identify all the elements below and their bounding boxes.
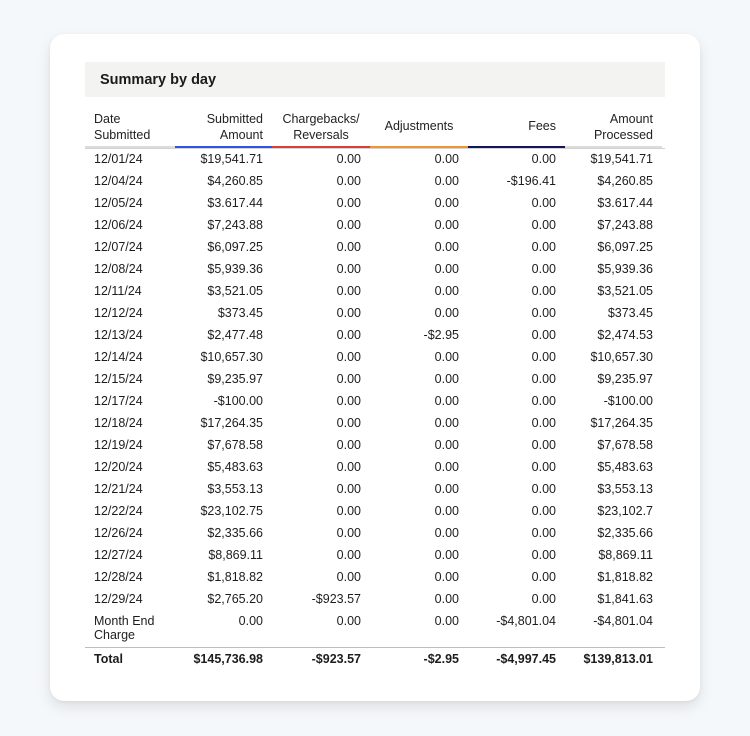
cell-adjustments: 0.00 <box>434 614 459 628</box>
cell-adjustments: 0.00 <box>434 482 459 496</box>
cell-chargebacks-reversals: 0.00 <box>336 262 361 276</box>
total-amount-processed: $139,813.01 <box>583 652 653 666</box>
cell-chargebacks-reversals: 0.00 <box>336 394 361 408</box>
cell-amount-processed: $17,264.35 <box>590 416 653 430</box>
cell-adjustments: 0.00 <box>434 372 459 386</box>
cell-chargebacks-reversals: 0.00 <box>336 482 361 496</box>
cell-amount-processed: $6,097.25 <box>597 240 653 254</box>
cell-adjustments: 0.00 <box>434 350 459 364</box>
cell-amount-processed: $19,541.71 <box>590 152 653 166</box>
table-row <box>85 215 665 237</box>
cell-submitted-amount: $7,243.88 <box>207 218 263 232</box>
cell-date-submitted: 12/17/24 <box>94 394 143 408</box>
table-row <box>85 567 665 589</box>
cell-chargebacks-reversals: 0.00 <box>336 306 361 320</box>
cell-adjustments: 0.00 <box>434 438 459 452</box>
cell-fees: 0.00 <box>531 526 556 540</box>
cell-amount-processed: $1,818.82 <box>597 570 653 584</box>
table-row <box>85 457 665 479</box>
cell-submitted-amount: $7,678.58 <box>207 438 263 452</box>
cell-adjustments: 0.00 <box>434 592 459 606</box>
cell-fees: 0.00 <box>531 240 556 254</box>
cell-submitted-amount: 0.00 <box>238 614 263 628</box>
cell-fees: -$4,801.04 <box>496 614 556 628</box>
cell-amount-processed: $4,260.85 <box>597 174 653 188</box>
cell-date-submitted: 12/20/24 <box>94 460 143 474</box>
cell-submitted-amount: -$100.00 <box>213 394 263 408</box>
cell-submitted-amount: $3.617.44 <box>207 196 263 210</box>
header-chargebacks-reversals: Chargebacks/ Reversals <box>272 105 370 148</box>
table-row <box>85 347 665 369</box>
cell-adjustments: 0.00 <box>434 174 459 188</box>
cell-fees: 0.00 <box>531 592 556 606</box>
cell-adjustments: 0.00 <box>434 526 459 540</box>
cell-amount-processed: $3.617.44 <box>597 196 653 210</box>
cell-date-submitted: 12/21/24 <box>94 482 143 496</box>
cell-adjustments: -$2.95 <box>423 328 459 342</box>
cell-submitted-amount: $3,521.05 <box>207 284 263 298</box>
total-adjustments: -$2.95 <box>423 652 459 666</box>
cell-date-submitted: 12/14/24 <box>94 350 143 364</box>
table-row <box>85 589 665 611</box>
cell-chargebacks-reversals: 0.00 <box>336 350 361 364</box>
table-row <box>85 501 665 523</box>
cell-date-submitted: 12/22/24 <box>94 504 143 518</box>
cell-fees: 0.00 <box>531 306 556 320</box>
cell-submitted-amount: $4,260.85 <box>207 174 263 188</box>
cell-adjustments: 0.00 <box>434 218 459 232</box>
table-row <box>85 479 665 501</box>
cell-adjustments: 0.00 <box>434 240 459 254</box>
table-row <box>85 259 665 281</box>
table-row <box>85 171 665 193</box>
cell-chargebacks-reversals: 0.00 <box>336 570 361 584</box>
panel-header <box>85 62 665 97</box>
cell-date-submitted: 12/05/24 <box>94 196 143 210</box>
cell-adjustments: 0.00 <box>434 504 459 518</box>
cell-fees: -$196.41 <box>506 174 556 188</box>
cell-amount-processed: $3,553.13 <box>597 482 653 496</box>
cell-adjustments: 0.00 <box>434 570 459 584</box>
cell-submitted-amount: $2,765.20 <box>207 592 263 606</box>
cell-fees: 0.00 <box>531 504 556 518</box>
cell-date-submitted: 12/27/24 <box>94 548 143 562</box>
cell-fees: 0.00 <box>531 482 556 496</box>
table-row <box>85 413 665 435</box>
cell-date-submitted: 12/18/24 <box>94 416 143 430</box>
cell-chargebacks-reversals: 0.00 <box>336 614 361 628</box>
table-row <box>85 281 665 303</box>
summary-table <box>85 105 665 672</box>
cell-submitted-amount: $2,335.66 <box>207 526 263 540</box>
cell-submitted-amount: $5,483.63 <box>207 460 263 474</box>
cell-amount-processed: $2,335.66 <box>597 526 653 540</box>
cell-submitted-amount: $9,235.97 <box>207 372 263 386</box>
cell-fees: 0.00 <box>531 218 556 232</box>
cell-date-submitted: 12/12/24 <box>94 306 143 320</box>
table-row <box>85 545 665 567</box>
cell-amount-processed: $3,521.05 <box>597 284 653 298</box>
cell-amount-processed: $5,939.36 <box>597 262 653 276</box>
cell-date-submitted: 12/26/24 <box>94 526 143 540</box>
cell-amount-processed: $373.45 <box>607 306 653 320</box>
cell-submitted-amount: $8,869.11 <box>208 548 263 562</box>
cell-chargebacks-reversals: 0.00 <box>336 174 361 188</box>
cell-adjustments: 0.00 <box>434 394 459 408</box>
cell-chargebacks-reversals: 0.00 <box>336 240 361 254</box>
cell-fees: 0.00 <box>531 570 556 584</box>
cell-date-submitted: 12/29/24 <box>94 592 143 606</box>
table-row <box>85 435 665 457</box>
cell-adjustments: 0.00 <box>434 460 459 474</box>
cell-chargebacks-reversals: -$923.57 <box>311 592 361 606</box>
cell-chargebacks-reversals: 0.00 <box>336 526 361 540</box>
cell-amount-processed: $7,678.58 <box>597 438 653 452</box>
cell-date-submitted: 12/06/24 <box>94 218 143 232</box>
cell-date-submitted: 12/04/24 <box>94 174 143 188</box>
table-row <box>85 237 665 259</box>
cell-chargebacks-reversals: 0.00 <box>336 328 361 342</box>
cell-amount-processed: $1,841.63 <box>597 592 653 606</box>
cell-amount-processed: $23,102.7 <box>597 504 653 518</box>
cell-date-submitted: 12/08/24 <box>94 262 143 276</box>
cell-chargebacks-reversals: 0.00 <box>336 152 361 166</box>
cell-submitted-amount: $19,541.71 <box>200 152 263 166</box>
total-chargebacks: -$923.57 <box>311 652 361 666</box>
cell-chargebacks-reversals: 0.00 <box>336 438 361 452</box>
cell-chargebacks-reversals: 0.00 <box>336 548 361 562</box>
cell-fees: 0.00 <box>531 196 556 210</box>
header-submitted-amount: Submitted Amount <box>175 105 272 148</box>
cell-date-submitted: 12/11/24 <box>94 284 142 298</box>
table-row <box>85 325 665 347</box>
cell-fees: 0.00 <box>531 416 556 430</box>
cell-adjustments: 0.00 <box>434 306 459 320</box>
cell-date-submitted: 12/13/24 <box>94 328 143 342</box>
cell-amount-processed: $7,243.88 <box>597 218 653 232</box>
cell-fees: 0.00 <box>531 394 556 408</box>
header-fees: Fees <box>468 105 565 148</box>
cell-adjustments: 0.00 <box>434 152 459 166</box>
table-header <box>85 105 665 148</box>
cell-submitted-amount: $23,102.75 <box>200 504 263 518</box>
cell-fees: 0.00 <box>531 372 556 386</box>
header-amount-processed: Amount Processed <box>565 105 662 148</box>
header-date-submitted: Date Submitted <box>85 105 175 148</box>
cell-amount-processed: $5,483.63 <box>597 460 653 474</box>
table-row <box>85 369 665 391</box>
cell-submitted-amount: $5,939.36 <box>207 262 263 276</box>
cell-submitted-amount: $6,097.25 <box>207 240 263 254</box>
cell-adjustments: 0.00 <box>434 284 459 298</box>
table-row <box>85 303 665 325</box>
table-body <box>85 149 665 643</box>
cell-adjustments: 0.00 <box>434 416 459 430</box>
total-submitted-amount: $145,736.98 <box>193 652 263 666</box>
cell-fees: 0.00 <box>531 460 556 474</box>
table-row <box>85 391 665 413</box>
cell-date-submitted: 12/19/24 <box>94 438 143 452</box>
cell-adjustments: 0.00 <box>434 196 459 210</box>
cell-fees: 0.00 <box>531 548 556 562</box>
table-row <box>85 523 665 545</box>
cell-amount-processed: $8,869.11 <box>598 548 653 562</box>
summary-card <box>50 34 700 701</box>
cell-submitted-amount: $373.45 <box>217 306 263 320</box>
cell-date-submitted: 12/07/24 <box>94 240 143 254</box>
cell-fees: 0.00 <box>531 152 556 166</box>
cell-chargebacks-reversals: 0.00 <box>336 196 361 210</box>
table-row <box>85 611 665 643</box>
cell-amount-processed: $9,235.97 <box>597 372 653 386</box>
total-row <box>85 648 665 672</box>
cell-adjustments: 0.00 <box>434 548 459 562</box>
cell-chargebacks-reversals: 0.00 <box>336 416 361 430</box>
cell-submitted-amount: $10,657.30 <box>200 350 263 364</box>
header-adjustments: Adjustments <box>370 105 468 148</box>
table-row <box>85 193 665 215</box>
cell-fees: 0.00 <box>531 262 556 276</box>
cell-amount-processed: $2,474.53 <box>597 328 653 342</box>
cell-submitted-amount: $3,553.13 <box>207 482 263 496</box>
cell-chargebacks-reversals: 0.00 <box>336 460 361 474</box>
cell-fees: 0.00 <box>531 438 556 452</box>
cell-fees: 0.00 <box>531 350 556 364</box>
cell-fees: 0.00 <box>531 284 556 298</box>
cell-amount-processed: -$4,801.04 <box>593 614 653 628</box>
cell-date-submitted: 12/15/24 <box>94 372 143 386</box>
cell-date-submitted: Month End Charge <box>94 614 155 642</box>
cell-amount-processed: $10,657.30 <box>590 350 653 364</box>
total-fees: -$4,997.45 <box>496 652 556 666</box>
cell-chargebacks-reversals: 0.00 <box>336 504 361 518</box>
cell-date-submitted: 12/01/24 <box>94 152 143 166</box>
cell-chargebacks-reversals: 0.00 <box>336 218 361 232</box>
total-label: Total <box>94 652 123 666</box>
cell-chargebacks-reversals: 0.00 <box>336 284 361 298</box>
table-row <box>85 149 665 171</box>
cell-submitted-amount: $1,818.82 <box>207 570 263 584</box>
cell-submitted-amount: $2,477.48 <box>207 328 263 342</box>
cell-adjustments: 0.00 <box>434 262 459 276</box>
cell-fees: 0.00 <box>531 328 556 342</box>
cell-submitted-amount: $17,264.35 <box>200 416 263 430</box>
cell-date-submitted: 12/28/24 <box>94 570 143 584</box>
panel-title: Summary by day <box>100 71 217 88</box>
cell-chargebacks-reversals: 0.00 <box>336 372 361 386</box>
cell-amount-processed: -$100.00 <box>603 394 653 408</box>
